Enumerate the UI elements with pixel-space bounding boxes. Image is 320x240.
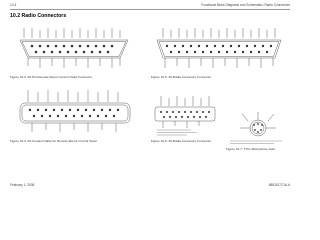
chapter-header: Functional Block Diagrams and Schematics: Radio Connectors (201, 3, 290, 7)
footer-date: February 1, 2008 (10, 183, 35, 187)
figure-caption-5: Figure 10-7. T-Pin Microphone Jack (226, 147, 275, 151)
connector-diagram-20-pin (10, 24, 140, 72)
figure-caption-2: Figure 10-4. 26-Contact Cable for Remote-Mount Control Head (10, 139, 97, 143)
figure-caption-1: Figure 10-3. 20-Pin Remote-Mount Control Head Connector (10, 75, 93, 79)
figure-caption-4: Figure 10-6. 26-Radio Accessory Connector (151, 139, 212, 143)
footer-doc-number: 6881107C16-A (268, 183, 290, 187)
section-title: 10.2 Radio Connectors (10, 13, 67, 19)
microphone-jack-diagram (226, 112, 290, 146)
connector-diagram-26-contact-cable (12, 88, 140, 136)
page-number-header: 10-4 (10, 3, 17, 7)
header-rule (10, 9, 290, 10)
connector-diagram-26-accessory (151, 24, 287, 72)
figure-caption-3: Figure 10-5. 26-Radio Accessory Connector (151, 75, 212, 79)
connector-diagram-26-accessory-alt (151, 94, 221, 136)
